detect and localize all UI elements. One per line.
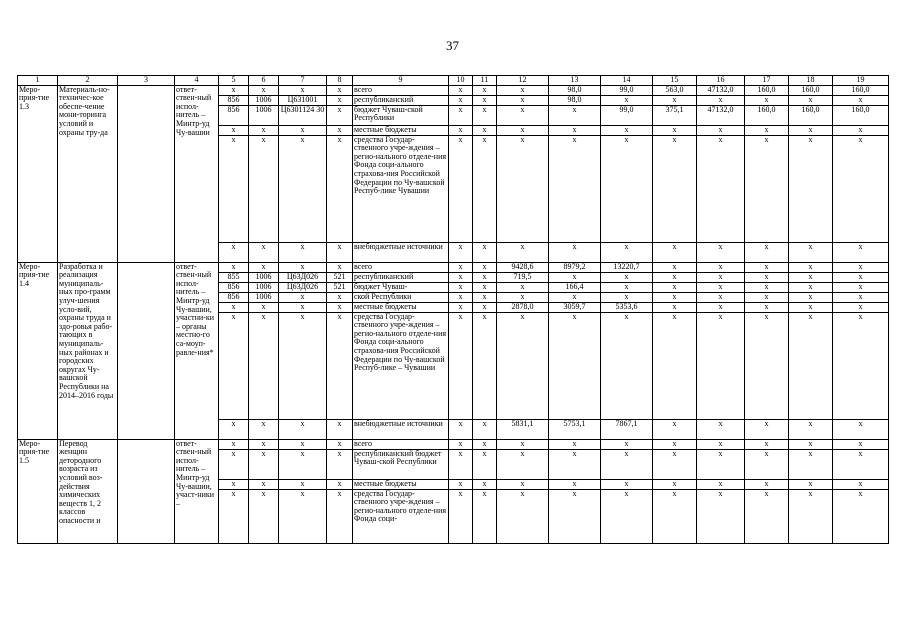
code-cell: х <box>279 439 327 449</box>
value-cell: х <box>449 95 473 105</box>
value-cell: х <box>473 95 497 105</box>
value-cell: 47132,0 <box>697 85 745 95</box>
value-cell: х <box>833 292 889 302</box>
header-row <box>18 76 889 86</box>
col3-cell <box>118 262 175 439</box>
value-cell: 7867,1 <box>601 419 653 439</box>
value-cell: х <box>473 125 497 135</box>
title-cell: Материаль-но-техничес-кое обеспе-чение мони-торинга условий и охраны тру-да <box>58 85 118 262</box>
event-cell: Меро-прия-тие 1.3 <box>18 85 58 262</box>
code-cell: х <box>219 489 249 543</box>
event-cell: Меро-прия-тие 1.5 <box>18 439 58 543</box>
code-cell: х <box>249 262 279 272</box>
code-cell: х <box>279 135 327 242</box>
col3-cell <box>118 85 175 262</box>
code-cell: х <box>327 479 353 489</box>
value-cell: х <box>497 282 549 292</box>
value-cell: х <box>833 272 889 282</box>
value-cell: х <box>497 479 549 489</box>
value-cell: х <box>653 242 697 262</box>
value-cell: х <box>653 282 697 292</box>
code-cell: 856 <box>219 95 249 105</box>
value-cell: х <box>449 479 473 489</box>
value-cell: 160,0 <box>833 85 889 95</box>
value-cell: 160,0 <box>745 105 789 125</box>
funding-source-cell: всего <box>353 85 449 95</box>
value-cell: х <box>653 449 697 479</box>
header-cell: 7 <box>279 76 327 86</box>
header-cell: 6 <box>249 76 279 86</box>
funding-source-cell: средства Государ-ственного учре-ждения – регио-нального отделе-ния Фонда соци- <box>353 489 449 543</box>
value-cell: 98,0 <box>549 95 601 105</box>
value-cell: х <box>549 439 601 449</box>
code-cell: х <box>279 419 327 439</box>
value-cell: х <box>745 479 789 489</box>
value-cell: 99,0 <box>601 85 653 95</box>
value-cell: х <box>697 272 745 282</box>
code-cell: х <box>279 242 327 262</box>
code-cell: х <box>249 449 279 479</box>
header-cell: 14 <box>601 76 653 86</box>
value-cell: х <box>601 439 653 449</box>
event-cell: Меро-прия-тие 1.4 <box>18 262 58 439</box>
code-cell: Ц6301124 30 <box>279 105 327 125</box>
header-cell: 5 <box>219 76 249 86</box>
code-cell: х <box>327 489 353 543</box>
code-cell: 1006 <box>249 105 279 125</box>
value-cell: х <box>497 312 549 419</box>
code-cell: х <box>219 242 249 262</box>
value-cell: 375,1 <box>653 105 697 125</box>
value-cell: х <box>473 489 497 543</box>
value-cell: х <box>601 292 653 302</box>
value-cell: х <box>697 242 745 262</box>
header-cell: 16 <box>697 76 745 86</box>
funding-source-cell: внебюджетные источники <box>353 242 449 262</box>
value-cell: х <box>697 125 745 135</box>
value-cell: х <box>653 125 697 135</box>
value-cell: х <box>449 135 473 242</box>
value-cell: х <box>745 302 789 312</box>
value-cell: х <box>789 449 833 479</box>
value-cell: х <box>653 479 697 489</box>
value-cell: х <box>549 105 601 125</box>
code-cell: 1006 <box>249 95 279 105</box>
value-cell: х <box>789 302 833 312</box>
value-cell: х <box>745 272 789 282</box>
value-cell: х <box>549 292 601 302</box>
code-cell: х <box>279 312 327 419</box>
value-cell: х <box>473 105 497 125</box>
value-cell: х <box>601 282 653 292</box>
value-cell: х <box>833 95 889 105</box>
budget-table <box>17 75 889 544</box>
code-cell: х <box>279 292 327 302</box>
header-cell: 9 <box>353 76 449 86</box>
code-cell: х <box>327 312 353 419</box>
value-cell: х <box>745 419 789 439</box>
funding-source-cell: местные бюджеты <box>353 479 449 489</box>
code-cell: х <box>327 135 353 242</box>
value-cell: 47132,0 <box>697 105 745 125</box>
value-cell: х <box>449 449 473 479</box>
value-cell: х <box>745 449 789 479</box>
table-row <box>18 85 889 95</box>
value-cell: 2878,0 <box>497 302 549 312</box>
code-cell: 1006 <box>249 272 279 282</box>
value-cell: 160,0 <box>789 85 833 95</box>
code-cell: х <box>327 95 353 105</box>
value-cell: х <box>449 282 473 292</box>
value-cell: х <box>449 419 473 439</box>
value-cell: х <box>789 272 833 282</box>
value-cell: х <box>601 479 653 489</box>
code-cell: 855 <box>219 272 249 282</box>
value-cell: х <box>745 262 789 272</box>
value-cell: х <box>497 439 549 449</box>
value-cell: х <box>833 262 889 272</box>
value-cell: х <box>789 489 833 543</box>
value-cell: х <box>653 262 697 272</box>
value-cell: х <box>497 135 549 242</box>
code-cell: 856 <box>219 282 249 292</box>
value-cell: х <box>697 312 745 419</box>
code-cell: 1006 <box>249 292 279 302</box>
value-cell: х <box>833 449 889 479</box>
value-cell: х <box>789 439 833 449</box>
header-cell: 13 <box>549 76 601 86</box>
responsible-cell: ответ-ствен-ный испол-нитель – Минтр-уд Чу-вашии, участни-ки – органы местно-го са-моуп-равле-ния* <box>175 262 219 439</box>
code-cell: х <box>219 479 249 489</box>
header-cell: 12 <box>497 76 549 86</box>
value-cell: х <box>601 312 653 419</box>
value-cell: х <box>833 489 889 543</box>
value-cell: х <box>697 282 745 292</box>
value-cell: х <box>789 135 833 242</box>
value-cell: х <box>549 272 601 282</box>
code-cell: х <box>219 419 249 439</box>
header-cell: 18 <box>789 76 833 86</box>
value-cell: х <box>601 242 653 262</box>
value-cell: х <box>789 125 833 135</box>
value-cell: х <box>789 312 833 419</box>
value-cell: х <box>473 282 497 292</box>
code-cell: х <box>219 302 249 312</box>
value-cell: 160,0 <box>745 85 789 95</box>
value-cell: х <box>473 85 497 95</box>
code-cell: х <box>279 449 327 479</box>
code-cell: х <box>327 262 353 272</box>
value-cell: х <box>601 489 653 543</box>
value-cell: х <box>497 95 549 105</box>
code-cell: х <box>249 135 279 242</box>
value-cell: х <box>745 312 789 419</box>
code-cell: х <box>327 439 353 449</box>
value-cell: х <box>473 419 497 439</box>
table-row <box>18 439 889 449</box>
code-cell: х <box>249 439 279 449</box>
value-cell: х <box>497 105 549 125</box>
value-cell: х <box>497 489 549 543</box>
code-cell: х <box>219 85 249 95</box>
header-cell: 10 <box>449 76 473 86</box>
value-cell: х <box>697 302 745 312</box>
funding-source-cell: всего <box>353 439 449 449</box>
value-cell: х <box>833 242 889 262</box>
funding-source-cell: местные бюджеты <box>353 302 449 312</box>
value-cell: х <box>789 479 833 489</box>
value-cell: х <box>833 479 889 489</box>
value-cell: х <box>601 272 653 282</box>
funding-source-cell: всего <box>353 262 449 272</box>
value-cell: х <box>745 489 789 543</box>
value-cell: х <box>833 282 889 292</box>
value-cell: х <box>449 262 473 272</box>
value-cell: х <box>697 262 745 272</box>
value-cell: х <box>473 262 497 272</box>
value-cell: х <box>833 125 889 135</box>
funding-source-cell: местные бюджеты <box>353 125 449 135</box>
value-cell: 563,0 <box>653 85 697 95</box>
value-cell: х <box>697 449 745 479</box>
code-cell: х <box>219 135 249 242</box>
code-cell: х <box>327 125 353 135</box>
value-cell: х <box>833 419 889 439</box>
value-cell: х <box>473 312 497 419</box>
value-cell: х <box>449 312 473 419</box>
value-cell: х <box>653 419 697 439</box>
funding-source-cell: средства Государ-ственного учре-ждения – регио-нального отделе-ния Фонда соци-ального страхова-ния Российской Федерации по Чу-вашской Респуб-лике Чувашии <box>353 135 449 242</box>
code-cell: х <box>219 312 249 419</box>
code-cell: х <box>219 125 249 135</box>
value-cell: х <box>601 449 653 479</box>
value-cell: х <box>745 242 789 262</box>
value-cell: х <box>789 242 833 262</box>
value-cell: х <box>449 85 473 95</box>
value-cell: 5831,1 <box>497 419 549 439</box>
value-cell: х <box>497 449 549 479</box>
code-cell: Ц631001 <box>279 95 327 105</box>
value-cell: х <box>697 489 745 543</box>
value-cell: х <box>549 125 601 135</box>
value-cell: х <box>473 479 497 489</box>
code-cell: Ц63Д026 <box>279 272 327 282</box>
code-cell: х <box>219 262 249 272</box>
funding-source-cell: средства Государ-ственного учре-ждения – регио-нального отделе-ния Фонда соци-ального страхова-ния Российской Федерации по Чу-вашской Респуб-лике – Чувашии <box>353 312 449 419</box>
value-cell: х <box>449 272 473 282</box>
code-cell: х <box>249 85 279 95</box>
value-cell: х <box>473 439 497 449</box>
code-cell: х <box>279 125 327 135</box>
value-cell: х <box>653 489 697 543</box>
value-cell: 160,0 <box>833 105 889 125</box>
value-cell: х <box>653 135 697 242</box>
header-cell: 3 <box>118 76 175 86</box>
value-cell: х <box>497 85 549 95</box>
funding-source-cell: республиканский <box>353 272 449 282</box>
code-cell: х <box>279 489 327 543</box>
value-cell: х <box>653 302 697 312</box>
value-cell: х <box>653 312 697 419</box>
code-cell: х <box>249 242 279 262</box>
code-cell: х <box>327 242 353 262</box>
value-cell: х <box>449 292 473 302</box>
col3-cell <box>118 439 175 543</box>
responsible-cell: ответ-ствен-ный испол-нитель – Минтр-уд Чу-вашии <box>175 85 219 262</box>
value-cell: х <box>697 135 745 242</box>
code-cell: х <box>279 302 327 312</box>
value-cell: 99,0 <box>601 105 653 125</box>
value-cell: х <box>745 292 789 302</box>
value-cell: х <box>601 125 653 135</box>
value-cell: х <box>745 95 789 105</box>
value-cell: х <box>449 302 473 312</box>
code-cell: х <box>249 125 279 135</box>
code-cell: х <box>327 85 353 95</box>
value-cell: х <box>745 125 789 135</box>
value-cell: х <box>789 262 833 272</box>
funding-source-cell: республиканский бюджет Чуваш-ской Республики <box>353 449 449 479</box>
header-cell: 17 <box>745 76 789 86</box>
code-cell: Ц63Д026 <box>279 282 327 292</box>
value-cell: х <box>789 282 833 292</box>
value-cell: х <box>473 449 497 479</box>
code-cell: х <box>327 419 353 439</box>
value-cell: 98,0 <box>549 85 601 95</box>
value-cell: 5353,6 <box>601 302 653 312</box>
header-cell: 4 <box>175 76 219 86</box>
code-cell: х <box>327 105 353 125</box>
value-cell: х <box>833 439 889 449</box>
value-cell: х <box>833 312 889 419</box>
value-cell: х <box>549 135 601 242</box>
value-cell: х <box>497 292 549 302</box>
value-cell: х <box>789 95 833 105</box>
value-cell: х <box>697 419 745 439</box>
funding-source-cell: республиканский <box>353 95 449 105</box>
value-cell: х <box>549 242 601 262</box>
value-cell: х <box>473 272 497 282</box>
code-cell: 1006 <box>249 282 279 292</box>
value-cell: х <box>449 489 473 543</box>
header-cell: 11 <box>473 76 497 86</box>
value-cell: х <box>473 302 497 312</box>
header-cell: 8 <box>327 76 353 86</box>
value-cell: х <box>833 135 889 242</box>
code-cell: х <box>327 449 353 479</box>
value-cell: 5753,1 <box>549 419 601 439</box>
code-cell: х <box>249 302 279 312</box>
value-cell: х <box>833 302 889 312</box>
header-cell: 1 <box>18 76 58 86</box>
funding-source-cell: ской Республики <box>353 292 449 302</box>
value-cell: х <box>449 125 473 135</box>
header-cell: 2 <box>58 76 118 86</box>
value-cell: х <box>549 489 601 543</box>
value-cell: х <box>449 242 473 262</box>
value-cell: х <box>449 439 473 449</box>
value-cell: х <box>697 479 745 489</box>
funding-source-cell: внебюджетные источники <box>353 419 449 439</box>
value-cell: х <box>789 419 833 439</box>
title-cell: Перевод женщин детородного возраста из условий воз-действия химических веществ 1, 2 классов опасности и <box>58 439 118 543</box>
header-cell: 15 <box>653 76 697 86</box>
code-cell: 521 <box>327 272 353 282</box>
value-cell: х <box>745 282 789 292</box>
page-number: 37 <box>446 38 459 53</box>
value-cell: х <box>497 242 549 262</box>
value-cell: х <box>653 439 697 449</box>
code-cell: 856 <box>219 105 249 125</box>
value-cell: х <box>653 272 697 282</box>
value-cell: х <box>549 479 601 489</box>
code-cell: х <box>279 479 327 489</box>
code-cell: х <box>249 312 279 419</box>
value-cell: х <box>745 135 789 242</box>
value-cell: 9428,6 <box>497 262 549 272</box>
value-cell: 3059,7 <box>549 302 601 312</box>
value-cell: х <box>653 292 697 302</box>
code-cell: х <box>279 262 327 272</box>
responsible-cell: ответ-ствен-ный испол-нитель – Минтр-уд Чу-вашии, участ-ники – <box>175 439 219 543</box>
code-cell: 856 <box>219 292 249 302</box>
code-cell: х <box>327 302 353 312</box>
code-cell: х <box>327 292 353 302</box>
value-cell: х <box>697 292 745 302</box>
value-cell: х <box>789 292 833 302</box>
value-cell: 719,5 <box>497 272 549 282</box>
header-cell: 19 <box>833 76 889 86</box>
value-cell: х <box>653 95 697 105</box>
code-cell: 521 <box>327 282 353 292</box>
funding-source-cell: бюджет Чуваш-ской Республики <box>353 105 449 125</box>
code-cell: х <box>249 419 279 439</box>
value-cell: х <box>497 125 549 135</box>
funding-source-cell: бюджет Чуваш- <box>353 282 449 292</box>
value-cell: х <box>473 135 497 242</box>
value-cell: 166,4 <box>549 282 601 292</box>
value-cell: 160,0 <box>789 105 833 125</box>
value-cell: х <box>697 95 745 105</box>
value-cell: х <box>473 292 497 302</box>
code-cell: х <box>219 439 249 449</box>
value-cell: х <box>473 242 497 262</box>
code-cell: х <box>249 479 279 489</box>
table-row <box>18 262 889 272</box>
code-cell: х <box>279 85 327 95</box>
value-cell: х <box>601 135 653 242</box>
value-cell: х <box>549 312 601 419</box>
code-cell: х <box>219 449 249 479</box>
value-cell: х <box>697 439 745 449</box>
value-cell: х <box>449 105 473 125</box>
value-cell: 13220,7 <box>601 262 653 272</box>
value-cell: х <box>601 95 653 105</box>
code-cell: х <box>249 489 279 543</box>
title-cell: Разработка и реализация муниципаль-ных про-грамм улуч-шения усло-вий, охраны труда и здо-ровья рабо-тающих в муниципаль-ных районах и городских округах Чу-вашской Республики на 2014–2016 годы <box>58 262 118 439</box>
value-cell: х <box>745 439 789 449</box>
value-cell: 8979,2 <box>549 262 601 272</box>
value-cell: х <box>549 449 601 479</box>
